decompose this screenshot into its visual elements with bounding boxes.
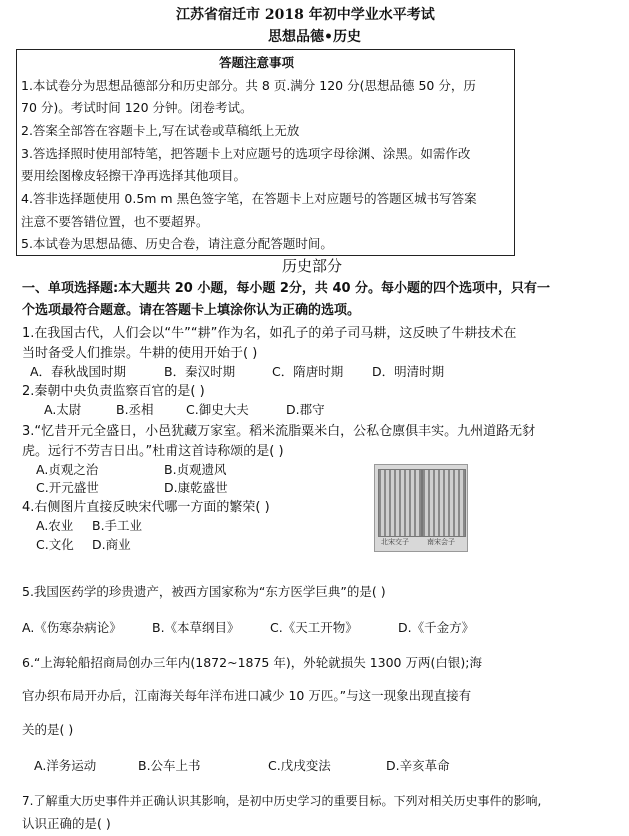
option-c: C.御史大夫 <box>186 402 249 417</box>
option-d: D.《千金方》 <box>398 620 475 635</box>
question-stem: 当时备受人们推崇。牛耕的使用开始于( ) <box>22 346 258 361</box>
option-c: C.文化 <box>36 537 74 552</box>
option-c: C.开元盛世 <box>36 480 99 495</box>
option-d: D．明清时期 <box>372 364 445 379</box>
option-a: A.洋务运动 <box>34 758 97 773</box>
option-d: D.辛亥革命 <box>386 758 450 773</box>
option-b: B.公车上书 <box>138 758 201 773</box>
option-c: C.《天工开物》 <box>270 620 358 635</box>
huizi-note <box>422 469 466 537</box>
question-stem: 6.“上海轮船招商局创办三年内(1872~1875 年)，外轮就损失 1300 万两(白银);海 <box>22 655 482 670</box>
notice-line: 5.本试卷为思想品德、历史合卷，请注意分配答题时间。 <box>21 236 333 251</box>
question-stem: 5.我国医药学的珍贵遗产，被西方国家称为“东方医学巨典”的是( ) <box>22 584 386 599</box>
option-d: D.康乾盛世 <box>164 480 228 495</box>
option-d: D.商业 <box>92 537 131 552</box>
option-b: B．秦汉时期 <box>164 364 236 379</box>
section-instruction: 个选项最符合题意。请在答题卡上填涂你认为正确的选项。 <box>22 303 361 318</box>
section-title: 历史部分 <box>282 257 343 275</box>
option-c: C.戊戌变法 <box>268 758 331 773</box>
option-c: C．隋唐时期 <box>272 364 344 379</box>
option-b: B.《本草纲目》 <box>152 620 240 635</box>
question-stem: 1.在我国古代，人们会以“牛”“耕”作为名，如孔子的弟子司马耕，这反映了牛耕技术在 <box>22 326 517 341</box>
notice-line: 要用绘图橡皮轻擦干净再选择其他项目。 <box>21 168 247 183</box>
image-caption: 北宋交子 <box>381 538 409 546</box>
option-d: D.郡守 <box>286 402 325 417</box>
option-b: B.丞相 <box>116 402 154 417</box>
question-stem: 7.了解重大历史事件并正确认识其影响，是初中历史学习的重要目标。下列对相关历史事件的影响, <box>22 794 542 808</box>
notice-title: 答题注意事项 <box>219 55 295 70</box>
section-instruction: 一、单项选择题:本大题共 20 小题，每小题 2分，共 40 分。每小题的四个选项中，只有一 <box>22 281 551 296</box>
option-b: B.手工业 <box>92 518 143 533</box>
option-a: A.农业 <box>36 518 74 533</box>
notice-line: 2.答案全部答在容题卡上,写在试卷或草稿纸上无放 <box>21 123 300 138</box>
exam-title: 江苏省宿迁市 2018 年初中学业水平考试 <box>176 7 435 23</box>
notice-line: 1.本试卷分为思想品德部分和历史部分。共 8 页.满分 120 分(思想品德 50 分，历 <box>21 78 476 93</box>
question-stem: 3.“忆昔开元全盛日，小邑犹藏万家室。稻米流脂粟米白，公私仓廪俱丰实。九州道路无豺 <box>22 424 536 439</box>
notice-line: 3.答选择照时使用部特笔，把答题卡上对应题号的选项字母徐渊、涂黑。如需作改 <box>21 146 471 161</box>
option-a: A.《伤寒杂病论》 <box>22 620 122 635</box>
question-stem: 官办织布局开办后，江南海关每年洋布进口减少 10 万匹。”与这一现象出现直接有 <box>22 688 472 703</box>
subject-title: 思想品德•历史 <box>268 29 361 45</box>
notice-line: 4.答非选择题使用 0.5m m 黑色签字笔，在答题卡上对应题号的答题区城书写答案 <box>21 191 477 206</box>
notice-line: 注意不要答错位置，也不要超界。 <box>21 214 209 229</box>
question-stem: 虎。远行不劳吉日出。”杜甫这首诗称颂的是( ) <box>22 444 284 459</box>
notice-line: 70 分)。考试时间 120 分钟。闭卷考试。 <box>21 100 253 115</box>
question-stem: 2.秦朝中央负责监察百官的是( ) <box>22 384 205 399</box>
paper-money-image <box>374 464 468 552</box>
question-stem: 认识正确的是( ) <box>22 816 111 831</box>
option-a: A.贞观之治 <box>36 462 99 477</box>
question-stem: 4.右侧图片直接反映宋代哪一方面的繁荣( ) <box>22 500 270 515</box>
jiaozi-note <box>378 469 422 537</box>
option-a: A．春秋战国时期 <box>30 364 127 379</box>
option-a: A.太尉 <box>44 402 82 417</box>
question-stem: 关的是( ) <box>22 722 74 737</box>
option-b: B.贞观遗风 <box>164 462 227 477</box>
image-caption: 南宋会子 <box>427 538 455 546</box>
